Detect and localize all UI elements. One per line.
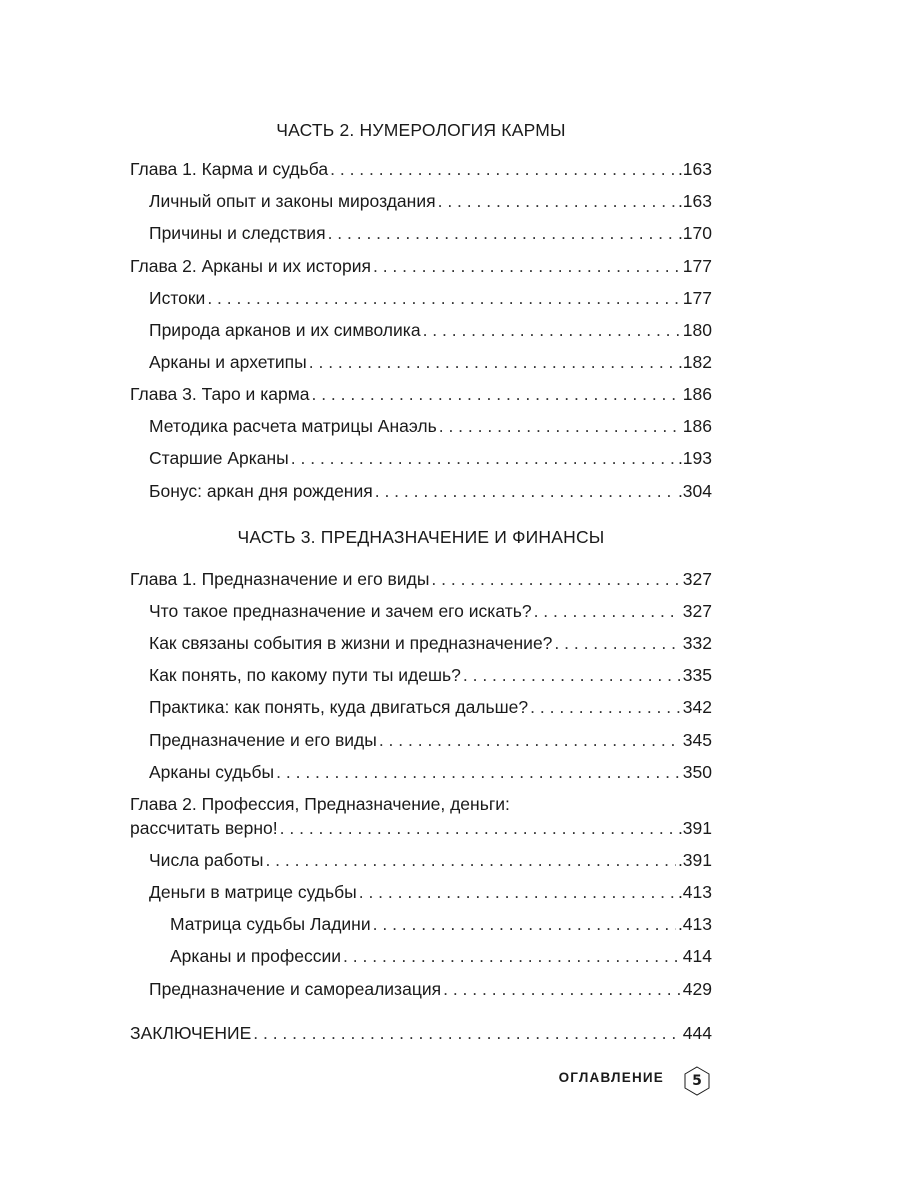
toc-entry-label: Числа работы — [149, 850, 264, 870]
toc-entry[interactable] — [149, 728, 712, 752]
leader-dots — [554, 631, 680, 655]
leader-dots — [291, 446, 676, 470]
toc-entry[interactable] — [130, 382, 712, 406]
toc-entry-label: Личный опыт и законы мироздания — [149, 191, 436, 211]
toc-entry-page: 327 — [682, 601, 712, 621]
toc-entry-page: 186 — [682, 384, 712, 404]
toc-entry-page: 429 — [682, 979, 712, 999]
toc-entry[interactable] — [149, 977, 712, 1001]
toc-entry-page: 342 — [682, 697, 712, 717]
toc-entry-page: .304 — [677, 481, 712, 501]
toc-entry[interactable] — [170, 944, 712, 968]
toc-entry-label-line1[interactable]: Глава 2. Профессия, Предназначение, деньги: — [130, 794, 510, 814]
leader-dots — [253, 1021, 681, 1045]
leader-dots — [463, 663, 681, 687]
toc-entry[interactable] — [149, 599, 712, 623]
leader-dots — [439, 414, 681, 438]
toc-entry[interactable] — [149, 663, 712, 687]
page-number-badge — [682, 1066, 712, 1096]
leader-dots — [328, 221, 676, 245]
toc-entry[interactable] — [149, 318, 712, 342]
leader-dots — [379, 728, 681, 752]
toc-entry-label: Деньги в матрице судьбы — [149, 882, 357, 902]
running-footer-title: ОГЛАВЛЕНИЕ — [558, 1070, 664, 1085]
toc-entry[interactable] — [130, 254, 712, 278]
leader-dots — [330, 157, 676, 181]
toc-entry-page: .182 — [677, 352, 712, 372]
toc-entry-label: Старшие Арканы — [149, 448, 289, 468]
toc-entry-label: Глава 3. Таро и карма — [130, 384, 310, 404]
toc-entry[interactable] — [149, 848, 712, 872]
leader-dots — [265, 848, 676, 872]
toc-entry-page: 186 — [682, 416, 712, 436]
toc-entry[interactable] — [170, 912, 712, 936]
toc-entry-page: .391 — [677, 850, 712, 870]
leader-dots — [280, 816, 676, 840]
toc-entry[interactable] — [149, 446, 712, 470]
toc-entry-label: Что такое предназначение и зачем его искать? — [149, 601, 532, 621]
leader-dots — [359, 880, 676, 904]
toc-entry-page: 180 — [682, 320, 712, 340]
leader-dots — [207, 286, 680, 310]
leader-dots — [311, 382, 680, 406]
toc-entry-label: Глава 2. Арканы и их история — [130, 256, 371, 276]
leader-dots — [373, 254, 681, 278]
toc-entry-label: Методика расчета матрицы Анаэль — [149, 416, 437, 436]
toc-entry-page: 350 — [682, 762, 712, 782]
toc-entry[interactable] — [149, 880, 712, 904]
toc-entry-page: .163 — [677, 191, 712, 211]
toc-entry-label: Как связаны события в жизни и предназначение? — [149, 633, 553, 653]
toc-entry-page: .193 — [677, 448, 712, 468]
toc-entry[interactable] — [149, 189, 712, 213]
toc-entry-page: 345 — [682, 730, 712, 750]
toc-entry[interactable] — [130, 157, 712, 181]
toc-entry-label: Истоки — [149, 288, 206, 308]
toc-entry[interactable] — [130, 567, 712, 591]
toc-entry-page: .170 — [677, 223, 712, 243]
toc-entry-label: Природа арканов и их символика — [149, 320, 421, 340]
toc-entry-page: .163 — [677, 159, 712, 179]
toc-entry-label: Предназначение и его виды — [149, 730, 377, 750]
toc-entry-page: .413 — [677, 882, 712, 902]
toc-entry-page: 332 — [682, 633, 712, 653]
page-number: 5 — [692, 1073, 702, 1089]
toc-entry-label: Практика: как понять, куда двигаться дальше? — [149, 697, 529, 717]
leader-dots — [276, 760, 681, 784]
part2-title: ЧАСТЬ 2. НУМЕРОЛОГИЯ КАРМЫ — [276, 120, 566, 140]
toc-entry-label: ЗАКЛЮЧЕНИЕ — [130, 1023, 252, 1043]
leader-dots — [309, 350, 676, 374]
leader-dots — [373, 912, 676, 936]
toc-entry-page: 177 — [682, 288, 712, 308]
toc-entry-label: рассчитать верно! — [130, 818, 278, 838]
toc-entry[interactable] — [130, 816, 712, 840]
leader-dots — [375, 479, 676, 503]
part3-title: ЧАСТЬ 3. ПРЕДНАЗНАЧЕНИЕ И ФИНАНСЫ — [237, 527, 605, 547]
toc-entry-conclusion[interactable] — [130, 1021, 712, 1045]
toc-entry-page: 177 — [682, 256, 712, 276]
leader-dots — [431, 567, 680, 591]
toc-entry-page: .413 — [677, 914, 712, 934]
toc-entry-label: Арканы судьбы — [149, 762, 275, 782]
toc-entry[interactable] — [149, 760, 712, 784]
toc-entry-page: .391 — [677, 818, 712, 838]
leader-dots — [443, 977, 681, 1001]
toc-entry-page: 414 — [682, 946, 712, 966]
toc-entry[interactable] — [149, 286, 712, 310]
toc-entry-label: Арканы и профессии — [170, 946, 342, 966]
page-footer — [0, 1066, 900, 1096]
toc-entry[interactable] — [149, 221, 712, 245]
leader-dots — [534, 599, 681, 623]
toc-entry-page: 444 — [682, 1023, 712, 1043]
toc-entry-page: 335 — [682, 665, 712, 685]
leader-dots — [530, 695, 681, 719]
leader-dots — [343, 944, 681, 968]
toc-entry[interactable] — [149, 479, 712, 503]
toc-entry-label: Глава 1. Карма и судьба — [130, 159, 329, 179]
toc-entry-label: Матрица судьбы Ладини — [170, 914, 371, 934]
toc-entry-label: Бонус: аркан дня рождения — [149, 481, 373, 501]
toc-entry-label: Причины и следствия — [149, 223, 326, 243]
toc-entry[interactable] — [149, 350, 712, 374]
leader-dots — [423, 318, 681, 342]
toc-entry[interactable] — [149, 414, 712, 438]
toc-entry-label: Как понять, по какому пути ты идешь? — [149, 665, 461, 685]
toc-entry[interactable] — [149, 695, 712, 719]
toc-entry-label: Арканы и архетипы — [149, 352, 307, 372]
toc-entry-page: 327 — [682, 569, 712, 589]
toc-entry-label: Глава 1. Предназначение и его виды — [130, 569, 430, 589]
leader-dots — [438, 189, 676, 213]
toc-entry[interactable] — [149, 631, 712, 655]
toc-entry-label: Предназначение и самореализация — [149, 979, 442, 999]
